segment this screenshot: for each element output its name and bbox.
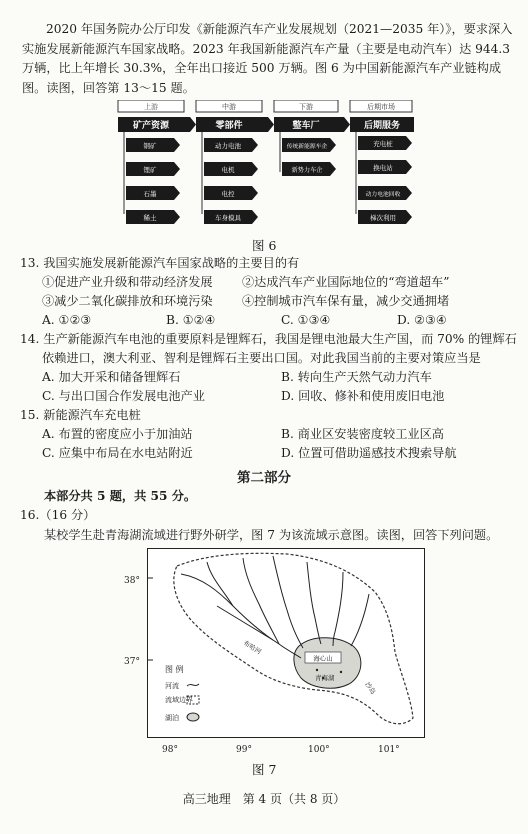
qinghai-lake-basin-map [147,548,425,738]
legend-lake-symbol [187,713,199,721]
aftermarket-column [350,100,414,224]
q13-statement-3: ③减少二氧化碳排放和环境污染 [42,294,213,308]
q13-option-c: C. ①③④ [281,313,331,327]
stage-midstream: 中游 [222,103,236,111]
service-item: 换电站 [373,164,393,172]
part-item: 电机 [221,166,235,174]
lat-label-37: 37° [124,657,140,667]
stage-aftermarket: 后期市场 [367,103,395,111]
industry-chain-figure [116,100,416,232]
head-parts: 零部件 [215,121,243,131]
q16-number: 16.（16 分） [20,508,96,522]
q14-stem-line1: 14. 生产新能源汽车电池的重要原料是锂辉石，我国是锂电池最大生产国，而 70% 的锂辉石 [20,332,517,346]
island-label: 海心山 [313,654,333,663]
q14-option-a: A. 加大开采和储备锂辉石 [42,370,181,384]
service-item: 梯次利用 [370,214,396,222]
q16-text: 某校学生赴青海湖流域进行野外研学，图 7 为该流域示意图。读图，回答下列问题。 [44,528,499,542]
q13-statement-4: ④控制城市汽车保有量，减少交通拥堵 [242,294,450,308]
legend-lake: 湖泊 [165,714,179,722]
page-footer: 高三地理 第 4 页（共 8 页） [182,792,346,806]
q15-option-b: B. 商业区安装密度较工业区高 [281,427,444,441]
mineral-item: 石墨 [143,190,157,198]
part-two-note: 本部分共 5 题，共 55 分。 [44,489,197,503]
q14-stem-line2: 依赖进口，澳大利亚、智利是锂辉石主要出口国。对此我国当前的主要对策应当是 [42,351,481,365]
stage-downstream: 下游 [299,103,313,111]
stage-upstream: 上游 [144,103,158,111]
q13-statement-1: ①促进产业升级和带动经济发展 [42,275,213,289]
upstream-column [118,100,196,224]
legend-river: 河流 [165,682,179,690]
lake-label: 青海湖 [315,674,335,682]
q14-option-d: D. 回收、修补和使用废旧电池 [281,389,445,403]
mineral-item: 钢矿 [143,142,157,150]
dune-label: 沙岛 [363,680,378,696]
part-item: 车身模具 [215,214,241,222]
head-service: 后期服务 [363,121,401,131]
figure-6-caption: 图 6 [252,238,277,253]
q14-option-b: B. 转向生产天然气动力汽车 [281,370,432,384]
q13-option-a: A. ①②③ [42,313,92,327]
q13-statement-2: ②达成汽车产业国际地位的“弯道超车” [242,275,450,289]
lon-label-101: 101° [378,745,400,755]
mineral-item: 锂矿 [143,166,157,174]
figure-7-caption: 图 7 [252,762,277,777]
midstream-column [196,100,274,224]
downstream-column [274,100,350,176]
river-label: 布哈河 [241,638,263,657]
service-item: 动力电池回收 [365,192,401,198]
oem-item: 传统新能源车企 [286,144,328,150]
lon-label-98: 98° [162,745,178,755]
head-oem: 整车厂 [292,121,320,131]
lon-label-99: 99° [236,745,252,755]
mineral-item: 稀土 [143,214,157,222]
oem-item: 新势力车企 [291,167,323,174]
part-item: 电控 [221,190,235,198]
q14-option-c: C. 与出口国合作发展电池产业 [42,389,205,403]
q15-stem: 15. 新能源汽车充电桩 [20,408,141,422]
intro-paragraph: 2020 年国务院办公厅印发《新能源汽车产业发展规划（2021—2035 年）》，要求深入实施发展新能源汽车国家战略。2023 年我国新能源汽车产量（主要是电动汽车）达 944.3 万辆，比上年增长 30.3%，全年出口接近 500 万辆。图 6 为中国新能源汽车产业链构成图。读图，回答第 13～15 题。 [22,22,513,95]
lat-label-38: 38° [124,576,140,586]
head-minerals: 矿产资源 [132,121,170,131]
legend-basin: 流域边界 [165,696,193,704]
q15-option-a: A. 布置的密度应小于加油站 [42,427,193,441]
part-two-heading: 第二部分 [237,470,291,486]
q13-stem: 13. 我国实施发展新能源汽车国家战略的主要目的有 [20,256,300,270]
lon-label-100: 100° [308,745,330,755]
legend-title: 图 例 [165,665,184,674]
q15-option-d: D. 位置可借助遥感技术搜索导航 [281,446,457,460]
service-item: 充电桩 [373,140,393,148]
part-item: 动力电池 [215,142,241,150]
q13-option-d: D. ②③④ [397,313,447,327]
q13-option-b: B. ①②④ [166,313,216,327]
q15-option-c: C. 应集中布局在水电站附近 [42,446,193,460]
